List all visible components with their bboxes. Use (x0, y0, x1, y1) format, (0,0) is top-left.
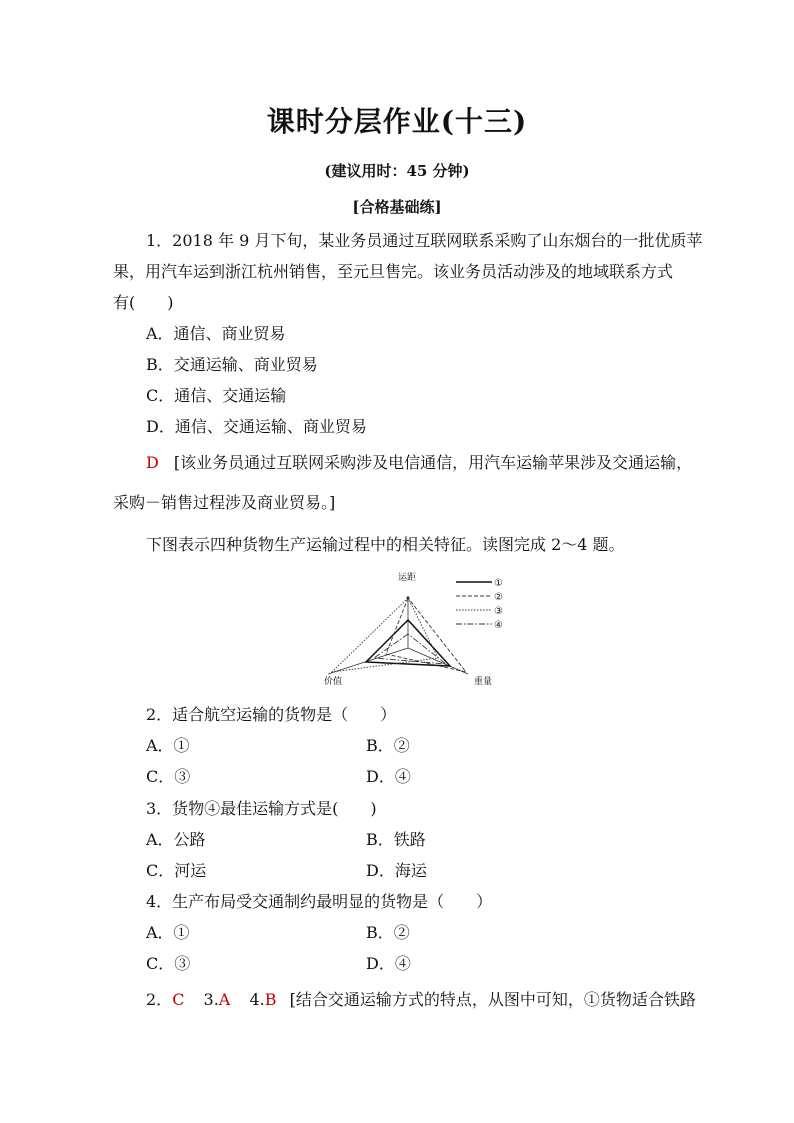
figure-intro: 下图表示四种货物生产运输过程中的相关特征。读图完成 2～4 题。 (146, 535, 625, 554)
q1-option-c: C．通信、交通运输 (146, 386, 287, 405)
section-heading: [合格基础练] (352, 198, 442, 216)
q4-option-d: D．④ (366, 954, 411, 973)
q4-option-b: B．② (366, 923, 410, 942)
q2-option-b: B．② (366, 736, 410, 755)
legend-label-3: ③ (494, 606, 503, 617)
answer-3: A (218, 990, 231, 1009)
q4-option-a: A．① (146, 923, 190, 942)
answers-explanation: [结合交通运输方式的特点，从图中可知，①货物适合铁路 (289, 990, 696, 1009)
q3-stem: 3．货物④最佳运输方式是( ) (146, 799, 377, 818)
q3-option-d: D．海运 (366, 861, 427, 880)
answer-2-label: 2． (146, 990, 173, 1009)
q2-option-d: D．④ (366, 767, 411, 786)
answer-2: C (172, 990, 185, 1009)
q3-option-a: A．公路 (146, 830, 206, 849)
q2-option-c: C．③ (146, 767, 191, 786)
legend-label-2: ② (494, 592, 503, 603)
answers-2-4-line (146, 987, 696, 1010)
axis-label-left: 价值 (324, 677, 343, 687)
axis-label-top: 运距 (398, 573, 417, 583)
q4-option-c: C．③ (146, 954, 191, 973)
q4-stem: 4．生产布局受交通制约最明显的货物是（ ） (146, 892, 493, 911)
page-title: 课时分层作业(十三) (266, 105, 528, 138)
q1-answer-line (146, 450, 692, 473)
axis-label-right: 重量 (474, 677, 493, 687)
q1-option-b: B．交通运输、商业贸易 (146, 355, 318, 374)
q3-option-b: B．铁路 (366, 830, 426, 849)
q1-explanation-line2: 采购－销售过程涉及商业贸易。] (113, 493, 336, 512)
q2-option-a: A．① (146, 736, 190, 755)
q1-stem-line3: 有( ) (113, 293, 174, 312)
q2-stem: 2．适合航空运输的货物是（ ） (146, 705, 397, 724)
suggested-time: (建议用时：45 分钟) (324, 162, 470, 180)
answer-4-label: 4. (249, 990, 265, 1009)
radar-figure (318, 568, 518, 690)
q1-option-d: D．通信、交通运输、商业贸易 (146, 417, 367, 436)
q1-stem-line1: 1．2018 年 9 月下旬，某业务员通过互联网联系采购了山东烟台的一批优质苹 (146, 231, 703, 250)
answer-4: B (264, 990, 277, 1009)
legend-label-4: ④ (494, 620, 503, 631)
legend-label-1: ① (494, 578, 503, 589)
answer-3-label: 3. (203, 990, 219, 1009)
series-2-shape (386, 598, 466, 672)
q3-option-c: C．河运 (146, 861, 207, 880)
q1-answer: D (146, 453, 159, 472)
q1-option-a: A．通信、商业贸易 (146, 324, 286, 343)
q1-stem-line2: 果，用汽车运到浙江杭州销售，至元旦售完。该业务员活动涉及的地域联系方式 (113, 262, 674, 281)
q1-explanation-line1: [该业务员通过互联网采购涉及电信通信，用汽车运输苹果涉及交通运输， (173, 453, 693, 472)
